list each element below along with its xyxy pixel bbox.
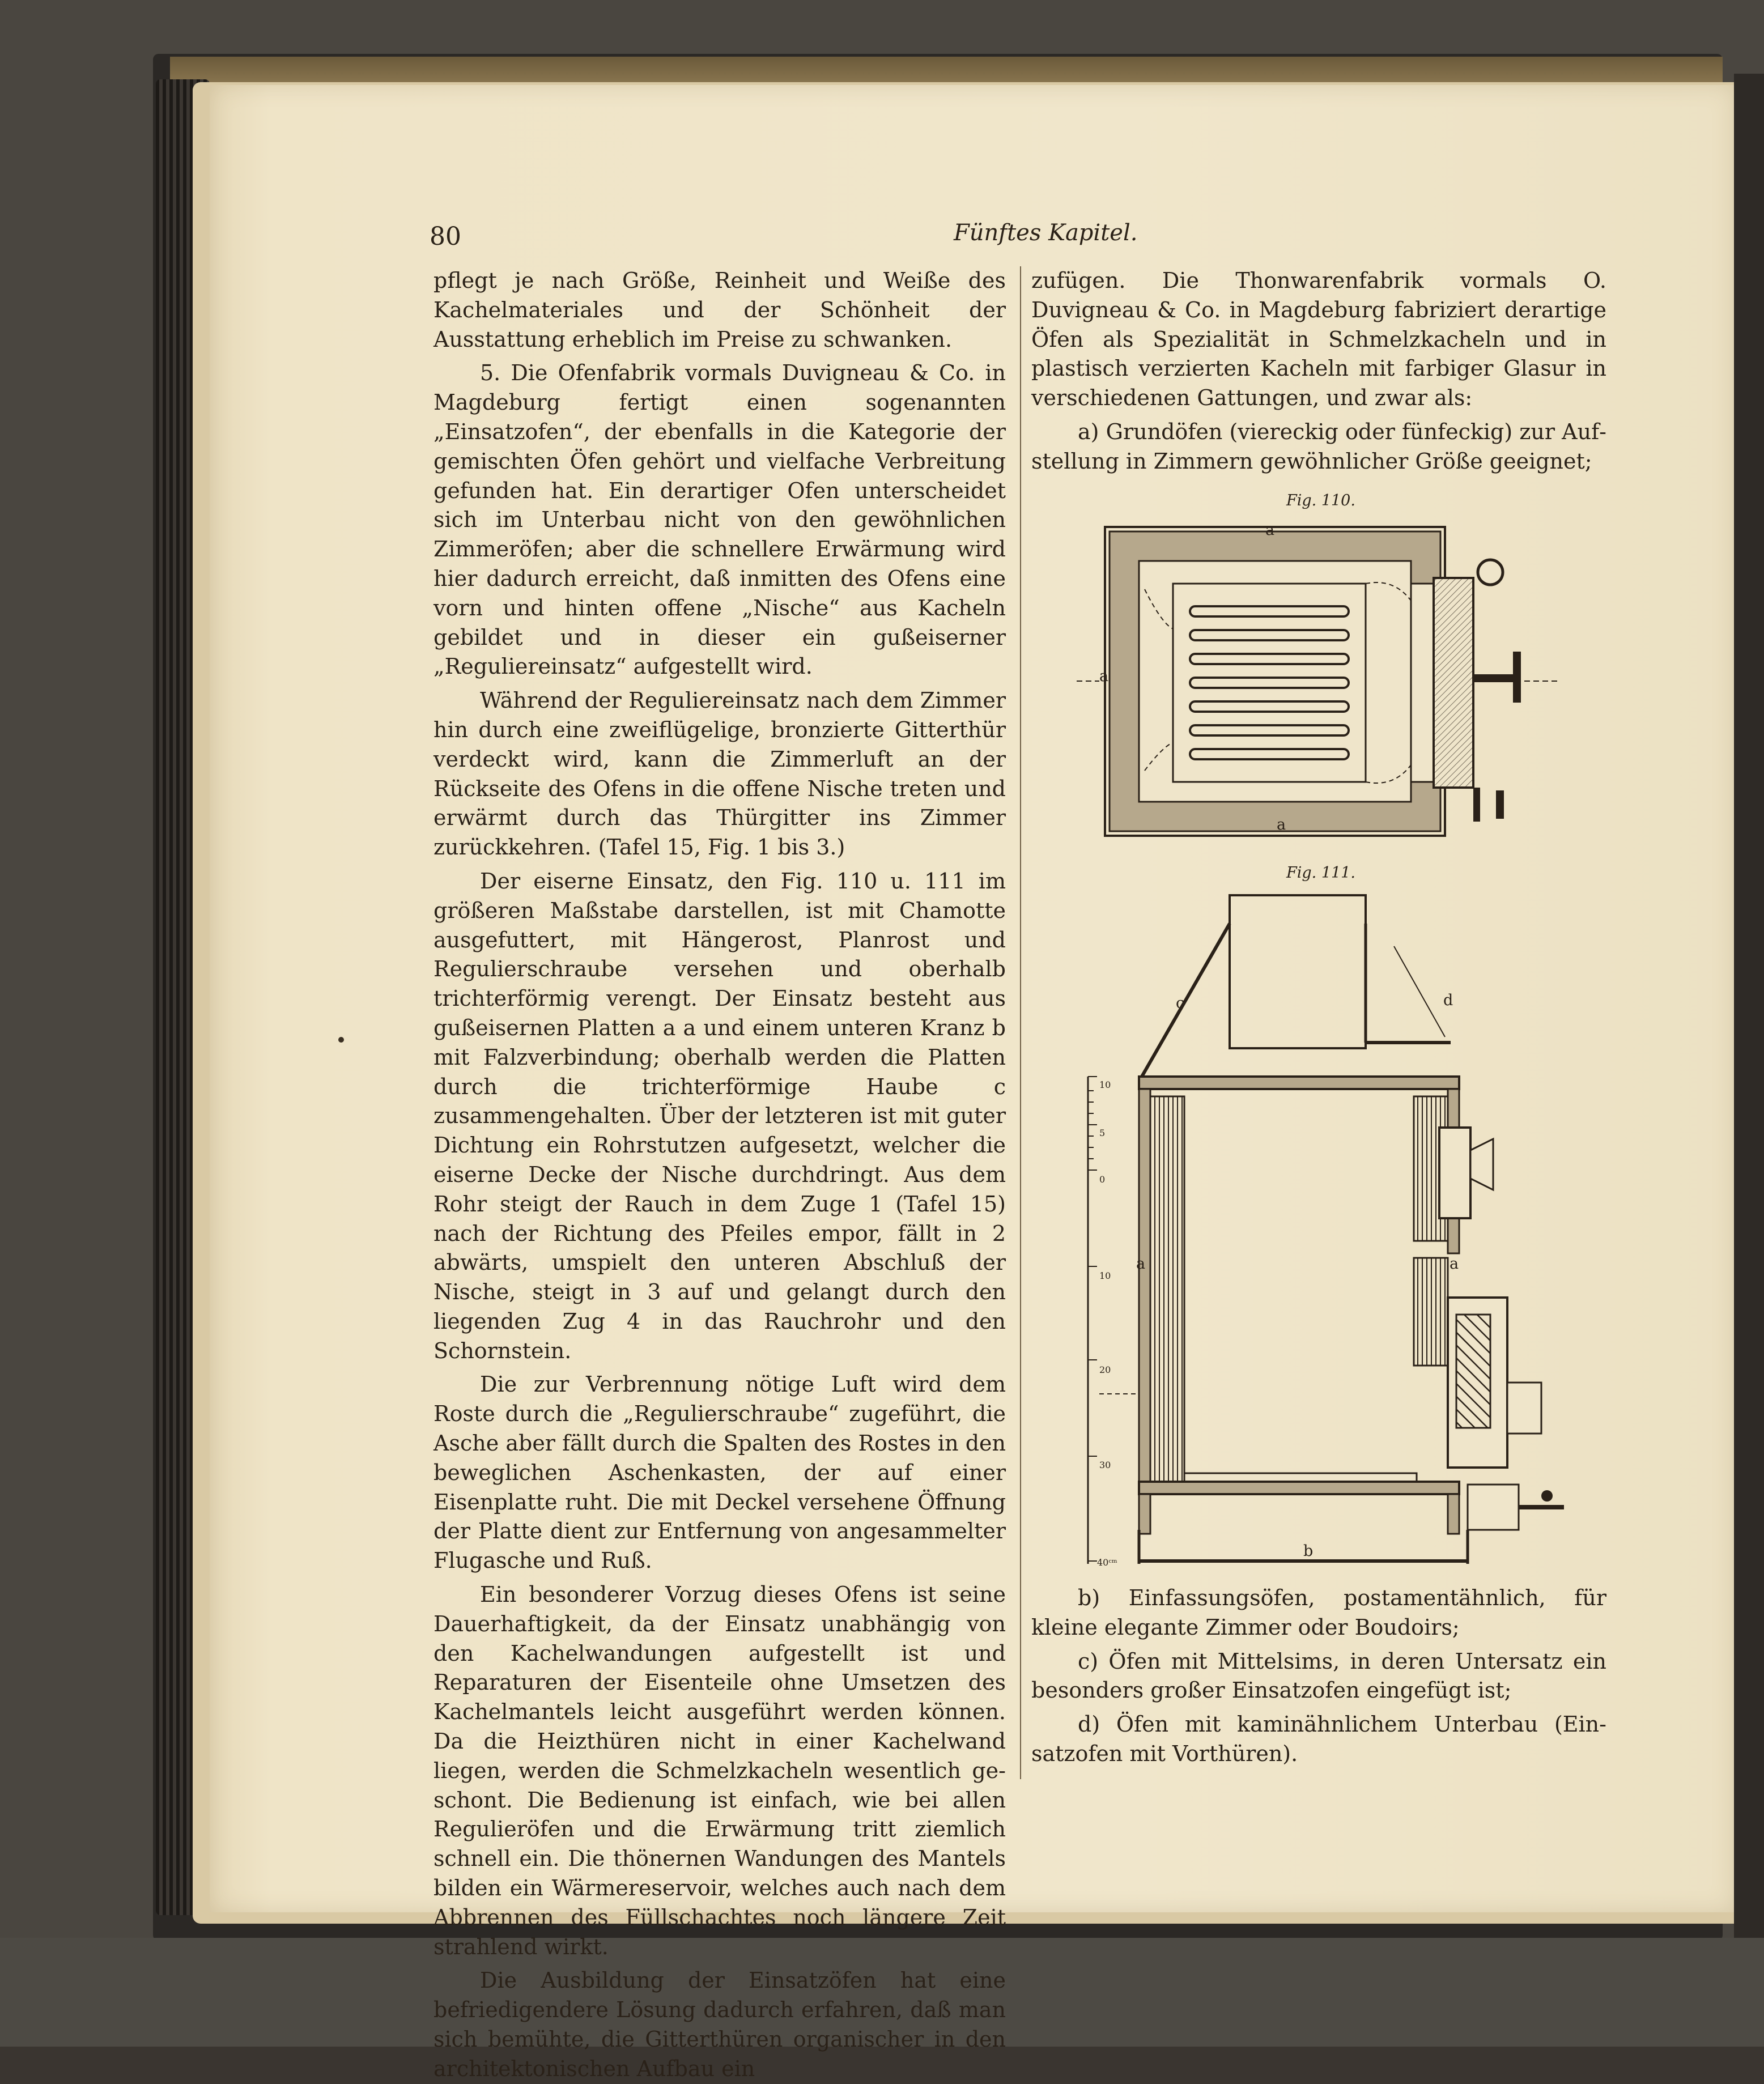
scale-tick: 5: [1099, 1128, 1106, 1138]
facing-page-edge: [1734, 74, 1764, 2047]
paragraph: zufügen. Die Thonwarenfabrik vormals O. Duvigneau & Co. in Magdeburg fabriziert derartige Öfen als Spezialität in Schmelzkacheln und in plastisch verzierten Kacheln mit farbiger Glasur in verschiedenen Gattungen, und zwar als:: [1031, 268, 1606, 411]
paragraph: 5. Die Ofenfabrik vormals Duvigneau & Co. in Magdeburg fertigt einen sogenannten „Einsatzofen“, der ebenfalls in die Kategorie der gemischten Öfen gehört und vielfache Verbreitung gefunden hat. Ein derartiger Ofen unterscheidet sich im Unterbau nicht von den gewöhnlichen Zimmeröfen; aber die schnellere Erwärmung wird hier dadurch erreicht, daß inmitten des Ofens eine vorn und hinten offene „Nische“ aus Kacheln gebildet und in dieser ein gußeiserner „Reguliereinsatz“ aufgestellt wird.: [433, 360, 1006, 679]
scale-tick: 10: [1099, 1079, 1111, 1090]
label-a: a: [1099, 667, 1109, 685]
paragraph: Die Ausbildung der Einsatzöfen hat eine befriedigendere Lösung dadurch erfahren, daß man sich bemühte, die Gitterthüren organischer in den architektonischen Aufbau ein: [433, 1968, 1006, 2081]
paragraph: Der eiserne Einsatz, den Fig. 110 u. 111 im größeren Maßstabe darstellen, ist mit Chamotte ausgefuttert, mit Hängerost, Planrost und Regulierschraube versehen und oberhalb trichterförmig verengt. Der Einsatz besteht aus gußeisernen Platten a a und einem unteren Kranz b mit Falzverbindung; oberhalb werden die Platten durch die trichterförmige Haube c zusammengehalten. Über der letzteren ist mit guter Dichtung ein Rohrstutzen aufgesetzt, welcher die eiserne Decke der Nische durchdringt. Aus dem Rohr steigt der Rauch in dem Zuge 1 (Tafel 15) nach der Richtung des Pfeiles empor, fällt in 2 abwärts, umspielt den unteren Abschluß der Nische, steigt in 3 auf und gelangt durch den liegenden Zug 4 in das Rauchrohr und den Schornstein.: [433, 868, 1006, 1363]
paragraph: Die zur Verbrennung nötige Luft wird dem Roste durch die „Regulierschraube“ zugeführt, die Asche aber fällt durch die Spalten des Rostes in den beweglichen Aschenkasten, der auf einer Eisenplatte ruht. Die mit Deckel versehene Öffnung der Platte dient zur Entfernung von angesammelter Flugasche und Ruß.: [433, 1372, 1006, 1573]
label-a: a: [1136, 1255, 1146, 1273]
paragraph: d) Öfen mit kaminähnlichem Unterbau (Einsatzofen mit Vorthüren).: [1031, 1712, 1606, 1766]
right-column-bottom: [1031, 1584, 1606, 1769]
label-a: a: [1265, 521, 1275, 539]
label-c: c: [1176, 994, 1185, 1012]
paragraph: a) Grundöfen (viereckig oder fünfeckig) zur Aufstellung in Zimmern gewöhnlicher Größe geeignet;: [1031, 419, 1606, 474]
scale-tick: 20: [1099, 1364, 1111, 1375]
label-d: d: [1443, 992, 1453, 1009]
paragraph: pflegt je nach Größe, Reinheit und Weiße des Kachelmateriales und der Schönheit der Ausstattung erheblich im Preise zu schwanken.: [433, 268, 1006, 352]
scale-tick: 30: [1099, 1460, 1111, 1470]
scale-tick: 10: [1099, 1270, 1111, 1281]
ink-spot: [338, 1037, 344, 1043]
paragraph: Während der Reguliereinsatz nach dem Zimmer hin durch eine zweiflügelige, bronzierte Gitterthür verdeckt wird, kann die Zimmerluft an der Rückseite des Ofens in die offene Nische treten und erwärmt durch das Thürgitter ins Zimmer zurückkehren. (Tafel 15, Fig. 1 bis 3.): [433, 688, 1006, 860]
figure-110-drawing: [1077, 521, 1564, 844]
left-column: [433, 266, 1006, 2084]
paragraph: c) Öfen mit Mittelsims, in deren Untersatz ein besonders großer Einsatzofen eingefügt ist;: [1031, 1648, 1606, 1703]
column-divider: [1020, 266, 1021, 1779]
paragraph: Ein besonderer Vorzug dieses Ofens ist seine Dauerhaftigkeit, da der Einsatz unabhängig von den Kachelwandungen aufgestellt ist und Reparaturen der Eisenteile ohne Umsetzen des Kachelmantels leicht ausgeführt werden können. Da die Heizthüren nicht in einer Kachelwand liegen, werden die Schmelzkacheln wesentlich geschont. Die Bedienung ist einfach, wie bei allen Regulieröfen und die Erwärmung tritt ziemlich schnell ein. Die thönernen Wandungen des Mantels bilden ein Wärmereservoir, welches auch nach dem Abbrennen des Füllschachtes noch längere Zeit strahlend wirkt.: [433, 1582, 1006, 1959]
figure-111-label: Fig. 111.: [1286, 864, 1355, 882]
right-column-top: [1031, 266, 1606, 477]
scale-tick: 0: [1099, 1174, 1106, 1185]
paragraph: b) Einfassungsöfen, postamentähnlich, für kleine elegante Zimmer oder Boudoirs;: [1031, 1585, 1606, 1640]
label-a: a: [1277, 816, 1286, 833]
running-head: Fünftes Kapitel.: [954, 220, 1138, 246]
scale-tick: 40ᶜᵐ: [1097, 1557, 1117, 1568]
label-a: a: [1450, 1255, 1459, 1273]
book-top-edge: [170, 57, 1723, 85]
figure-111-drawing: [1077, 890, 1598, 1570]
page-number: 80: [430, 222, 461, 251]
label-b: b: [1303, 1542, 1314, 1560]
figure-110-label: Fig. 110.: [1286, 492, 1355, 509]
